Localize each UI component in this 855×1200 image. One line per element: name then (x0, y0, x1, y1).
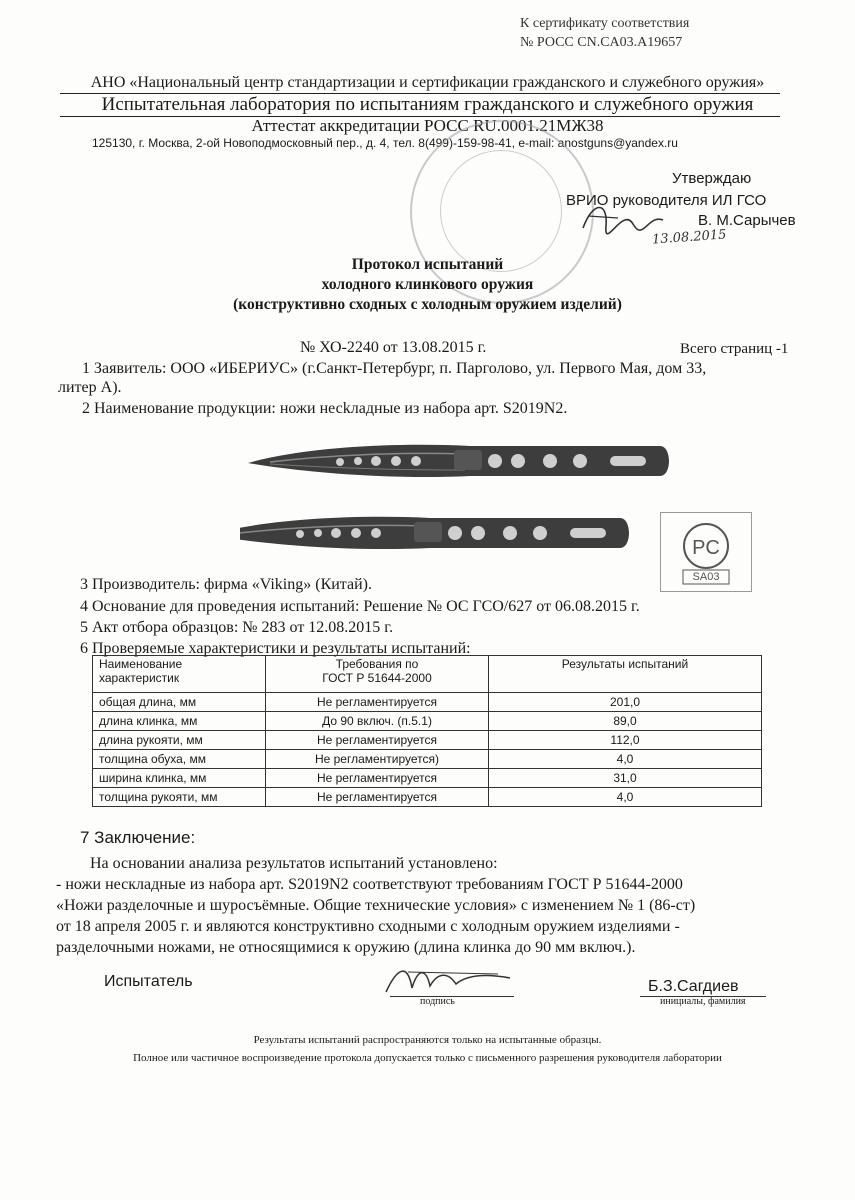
table-cell: длина рукояти, мм (93, 731, 266, 750)
conclusion-line-5: разделочными ножами, не относящимися к оружию (длина клинка до 90 мм включ.). (56, 939, 636, 956)
footer-note-2: Полное или частичное воспроизведение протокола допускается только с письменного разрешения руководителя лаборатории (133, 1052, 722, 1064)
table-cell: 4,0 (489, 750, 762, 769)
signature-caption: подпись (420, 996, 455, 1007)
table-row (93, 788, 762, 807)
applicant-cont: литер А). (58, 379, 122, 396)
results-table (92, 655, 762, 807)
address-line: 125130, г. Москва, 2-ой Новоподмосковный пер., д. 4, тел. 8(499)-159-98-41, e-mail: anostguns@yandex.ru (92, 136, 678, 150)
document-title: Протокол испытаний (351, 256, 504, 273)
product-photo (240, 428, 670, 578)
table-cell: толщина обуха, мм (93, 750, 266, 769)
tester-name: Б.З.Сагдиев (648, 978, 739, 995)
document-subtitle: холодного клинкового оружия (321, 276, 534, 293)
table-cell: ширина клинка, мм (93, 769, 266, 788)
laboratory-name: Испытательная лаборатория по испытаниям гражданского и служебного оружия (101, 94, 754, 115)
manufacturer: 3 Производитель: фирма «Viking» (Китай). (80, 576, 372, 593)
organization-name: АНО «Национальный центр стандартизации и сертификации гражданского и служебного оружия» (90, 74, 765, 91)
table-cell: Не регламентируется) (266, 750, 489, 769)
table-cell: Не регламентируется (266, 693, 489, 712)
table-cell: 201,0 (489, 693, 762, 712)
checked-characteristics: 6 Проверяемые характеристики и результаты испытаний: (80, 640, 471, 657)
conclusion-line-2: - ножи нескладные из набора арт. S2019N2 соответствуют требованиям ГОСТ Р 51644-2000 (56, 876, 683, 893)
table-cell: 112,0 (489, 731, 762, 750)
certification-mark (660, 512, 752, 592)
table-row (93, 731, 762, 750)
conclusion-line-3: «Ножи разделочные и шуросъёмные. Общие технические условия» с изменением № 1 (86-ст) (56, 897, 696, 914)
sampling-act: 5 Акт отбора образцов: № 283 от 12.08.2015 г. (80, 619, 394, 636)
conclusion-heading: 7 Заключение: (80, 828, 196, 847)
certificate-number: № РОСС CN.CA03.A19657 (520, 35, 683, 50)
certificate-line-1: К сертификату соответствия (520, 16, 690, 31)
table-row (93, 712, 762, 731)
approval-label: Утверждаю (672, 170, 752, 187)
seal-code: SA03 (692, 571, 720, 583)
test-basis: 4 Основание для проведения испытаний: Решение № ОС ГСО/627 от 06.08.2015 г. (80, 598, 640, 615)
approval-date-handwritten: 13.08.2015 (651, 227, 727, 248)
table-cell: 4,0 (489, 788, 762, 807)
tester-role: Испытатель (104, 973, 193, 990)
table-row (93, 750, 762, 769)
name-caption: инициалы, фамилия (660, 996, 746, 1007)
applicant: 1 Заявитель: ООО «ИБЕРИУС» (г.Санкт-Петербург, п. Парголово, ул. Первого Мая, дом 33, (82, 360, 707, 377)
table-cell: Не регламентируется (266, 788, 489, 807)
conclusion-line-4: от 18 апреля 2005 г. и являются конструктивно сходными с холодным оружием изделиями - (56, 918, 680, 935)
header-requirement: Требования по ГОСТ Р 51644-2000 (266, 656, 489, 693)
approval-name: В. М.Сарычев (698, 212, 796, 229)
table-cell: Не регламентируется (266, 769, 489, 788)
table-row (93, 769, 762, 788)
knife-bottom (240, 517, 629, 549)
table-cell: Не регламентируется (266, 731, 489, 750)
table-cell: До 90 включ. (п.5.1) (266, 712, 489, 731)
svg-text:PC: PC (692, 537, 720, 559)
table-cell: общая длина, мм (93, 693, 266, 712)
table-header-row (93, 656, 762, 693)
knife-top (248, 445, 669, 477)
document-subtitle-2: (конструктивно сходных с холодным оружием изделий) (233, 296, 622, 313)
table-cell: длина клинка, мм (93, 712, 266, 731)
table-cell: 89,0 (489, 712, 762, 731)
conclusion-intro: На основании анализа результатов испытаний установлено: (90, 855, 498, 872)
product-name: 2 Наименование продукции: ножи несkладные из набора арт. S2019N2. (82, 400, 568, 417)
table-cell: 31,0 (489, 769, 762, 788)
footer-note-1: Результаты испытаний распространяются только на испытанные образцы. (253, 1034, 602, 1046)
accreditation: Аттестат аккредитации РОСС RU.0001.21МЖ38 (251, 116, 604, 135)
header-result: Результаты испытаний (489, 656, 762, 693)
header-characteristic: Наименование характеристик (93, 656, 266, 693)
approval-position: ВРИО руководителя ИЛ ГСО (566, 192, 767, 209)
page-count: Всего страниц -1 (680, 341, 789, 357)
protocol-number: № ХО-2240 от 13.08.2015 г. (300, 339, 487, 356)
table-row (93, 693, 762, 712)
certificate-reference (520, 14, 689, 52)
table-cell: толщина рукояти, мм (93, 788, 266, 807)
